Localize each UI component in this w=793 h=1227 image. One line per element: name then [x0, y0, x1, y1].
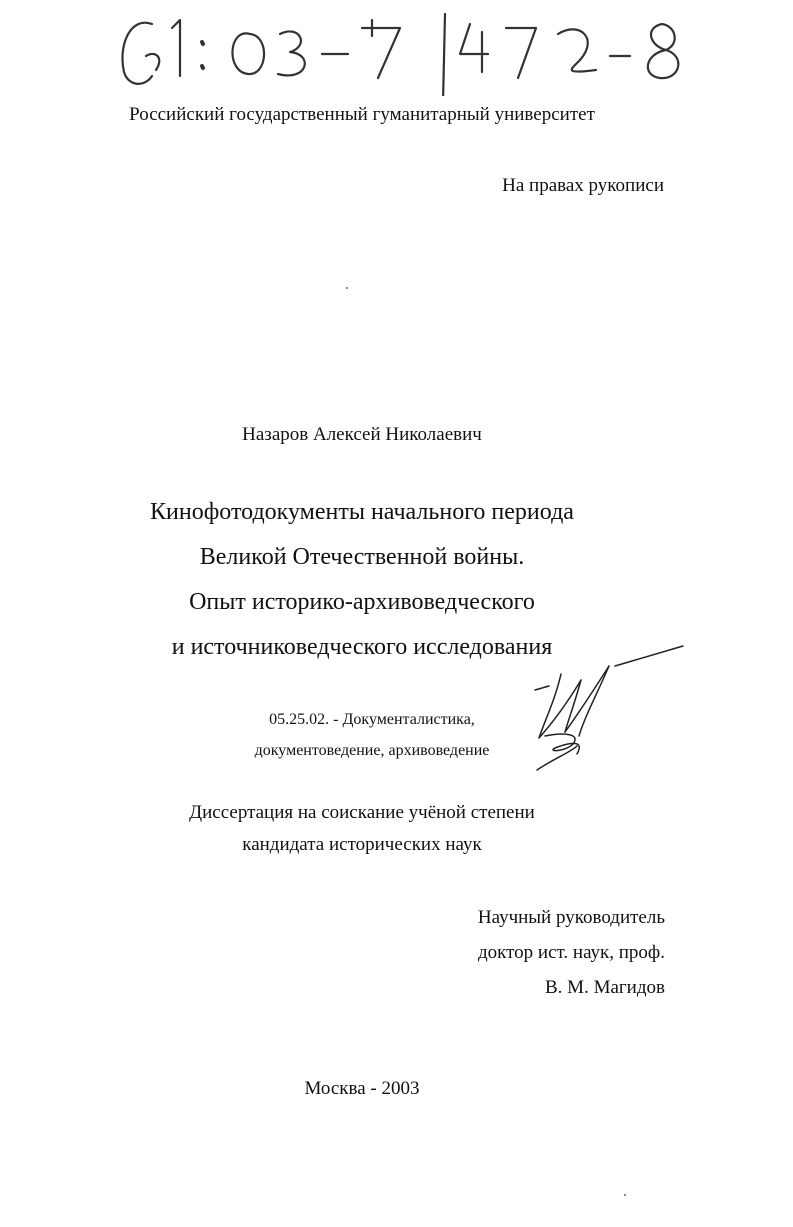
supervisor-name: В. М. Магидов	[545, 977, 665, 998]
handwritten-archive-code	[110, 6, 710, 96]
paper-speck	[346, 287, 348, 289]
manuscript-note: На правах рукописи	[502, 175, 664, 196]
title-line: Опыт историко-архивоведческого	[189, 589, 535, 615]
supervisor-block	[478, 900, 665, 1005]
signature	[525, 640, 695, 780]
city-year: Москва - 2003	[304, 1078, 420, 1099]
supervisor-role: Научный руководитель	[477, 907, 665, 928]
supervisor-credentials: доктор ист. наук, проф.	[477, 942, 665, 963]
degree-line: Диссертация на соискание учёной степени	[189, 802, 535, 823]
university-name: Российский государственный гуманитарный университет	[129, 104, 595, 125]
degree-statement	[0, 797, 724, 861]
title-line: Кинофотодокументы начального периода	[150, 499, 574, 525]
title-line: и источниковедческого исследования	[171, 634, 553, 660]
degree-line: кандидата исторических наук	[242, 834, 482, 855]
author-name: Назаров Алексей Николаевич	[242, 424, 482, 445]
specialty-line: документоведение, архивоведение	[254, 742, 490, 759]
specialty-line: 05.25.02. - Документалистика,	[269, 711, 475, 728]
paper-speck	[624, 1194, 626, 1196]
title-line: Великой Отечественной войны.	[199, 544, 525, 570]
